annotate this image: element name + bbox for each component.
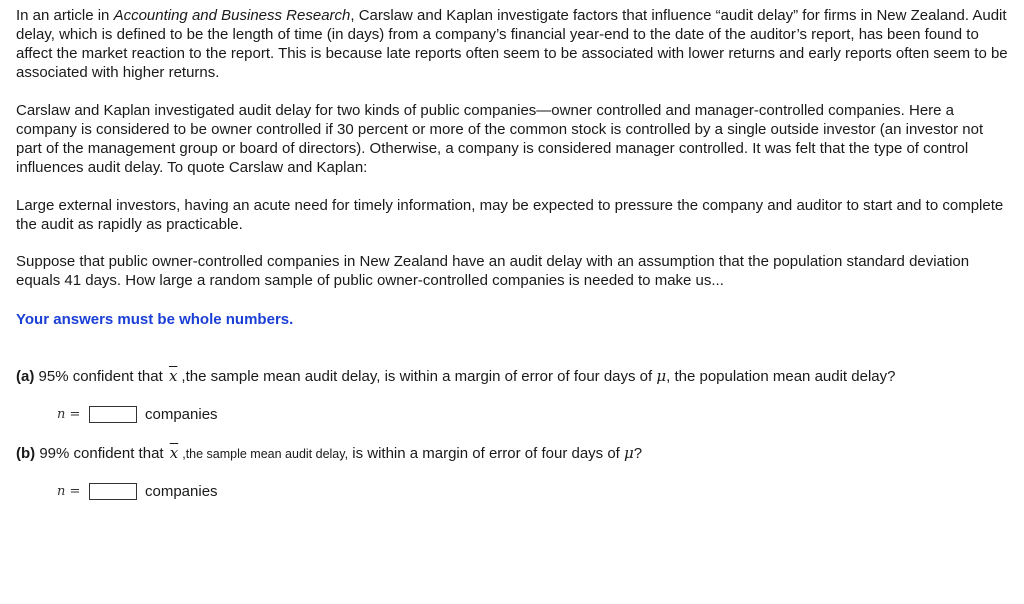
x-bar-symbol: $\overline{x}$: [169, 444, 179, 462]
intro-post: , Carslaw and Kaplan investigate factors that influence “audit delay” for firms in New Zealand. Audit delay, which is defined to be the length of time (in days) from a company’s financial year-end to the date of the auditor’s report, has been found to affect the market reaction to the report. This is because late reports often seem to be associated with lower returns and early reports often seem to be associated with higher returns.: [16, 7, 1008, 81]
context-paragraph: Carslaw and Kaplan investigated audit delay for two kinds of public companies—owner controlled and manager-controlled companies. Here a company is considered to be owner controlled if 30 percent or more of the common stock is controlled by a single outside investor (an investor not part of the management group or board of directors). Otherwise, a company is considered manager controlled. It was felt that the type of control influences audit delay. To quote Carslaw and Kaplan:: [16, 102, 984, 176]
answer-row-a: [57, 404, 218, 424]
question-b: [16, 444, 1008, 464]
intro-paragraph: [16, 6, 1008, 82]
answer-input-b[interactable]: [89, 483, 137, 500]
question-a: [16, 367, 1008, 386]
intro-pre: In an article in: [16, 7, 114, 24]
question-a-text3: , the population mean audit delay?: [666, 368, 896, 385]
question-b-label: (b): [16, 445, 36, 462]
mu-symbol: μ: [656, 367, 667, 385]
question-b-text1: 99% confident that: [35, 445, 168, 462]
x-bar-symbol: $\overline{x}$: [168, 367, 178, 385]
problem-paragraph: Suppose that public owner-controlled companies in New Zealand have an audit delay with an assumption that the population standard deviation equals 41 days. How large a random sample of public owner-controlled companies is needed to make us...: [16, 253, 970, 289]
question-b-text3: is within a margin of error of four days of: [348, 445, 625, 462]
mu-symbol: μ: [624, 444, 634, 462]
question-a-label: (a): [16, 368, 35, 385]
answer-row-b: [57, 481, 218, 501]
n-label-a: n =: [57, 406, 81, 422]
answer-input-a[interactable]: [89, 406, 137, 423]
unit-label-a: companies: [145, 405, 218, 423]
journal-name: Accounting and Business Research: [113, 7, 351, 24]
quote-paragraph: Large external investors, having an acute need for timely information, may be expected to pressure the company and auditor to start and to complete the audit as rapidly as practicable.: [16, 197, 1004, 233]
whole-number-note: Your answers must be whole numbers.: [16, 311, 294, 328]
n-label-b: n =: [57, 483, 81, 499]
question-a-text2: ,the sample mean audit delay, is within a margin of error of four days of: [181, 368, 657, 385]
unit-label-b: companies: [145, 482, 218, 500]
question-a-text1: 95% confident that: [34, 368, 167, 385]
question-b-text4: ?: [633, 445, 643, 462]
question-b-text2: ,the sample mean audit delay,: [182, 447, 349, 461]
